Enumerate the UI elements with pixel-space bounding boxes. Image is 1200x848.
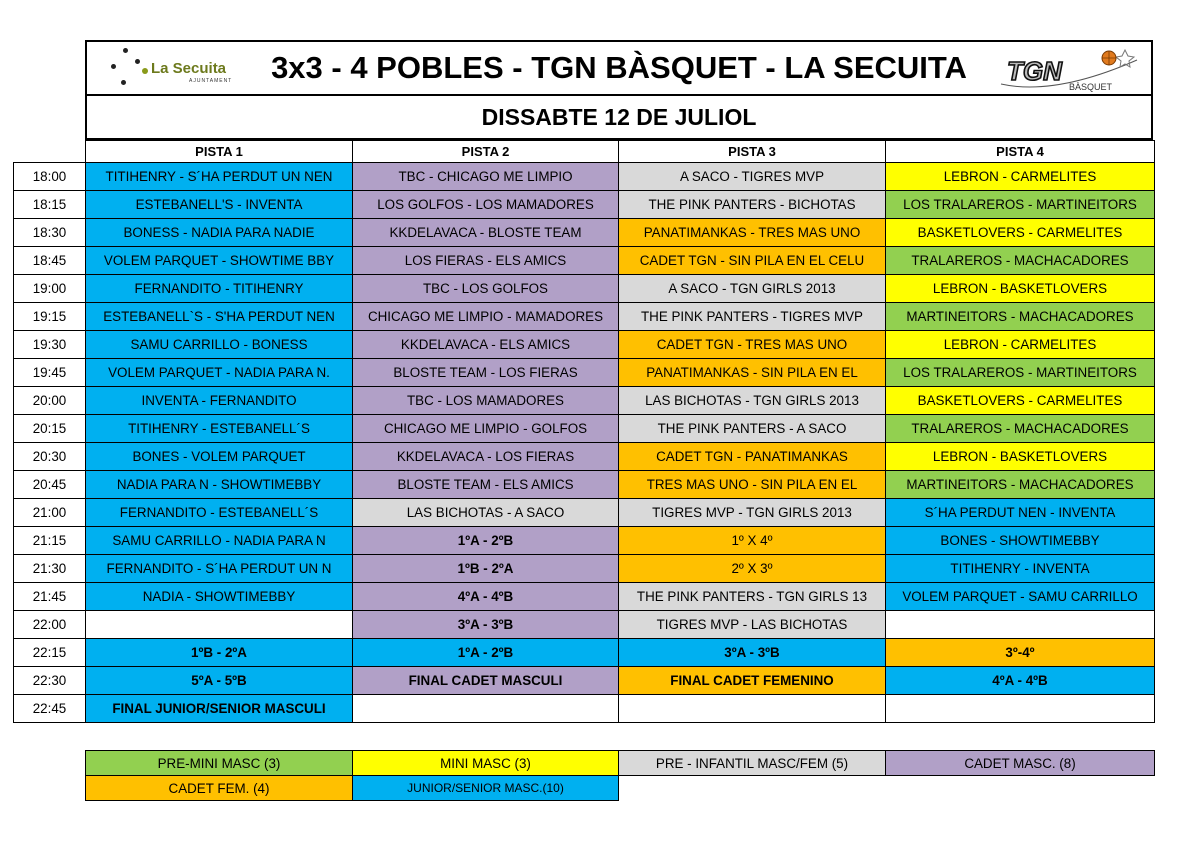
match-cell-court-4: 3º-4º <box>886 639 1155 667</box>
legend-item: JUNIOR/SENIOR MASC.(10) <box>353 776 619 801</box>
match-cell-court-1: BONESS - NADIA PARA NADIE <box>86 219 353 247</box>
match-cell-court-4: 4ºA - 4ºB <box>886 667 1155 695</box>
time-slot-row <box>14 639 1155 667</box>
match-cell-court-2: KKDELAVACA - LOS FIERAS <box>353 443 619 471</box>
court-header-row <box>14 141 1155 163</box>
la-secuita-logo-subtitle: AJUNTAMENT <box>189 78 233 84</box>
match-cell-court-4: S´HA PERDUT NEN - INVENTA <box>886 499 1155 527</box>
match-cell-court-3: CADET TGN - TRES MAS UNO <box>619 331 886 359</box>
match-cell-court-2 <box>353 695 619 723</box>
match-cell-court-4: LEBRON - BASKETLOVERS <box>886 443 1155 471</box>
legend-empty-cell <box>619 776 886 801</box>
match-cell-court-2: LAS BICHOTAS - A SACO <box>353 499 619 527</box>
time-cell: 19:00 <box>14 275 86 303</box>
match-cell-court-3: TRES MAS UNO - SIN PILA EN EL <box>619 471 886 499</box>
match-cell-court-2: 1ºA - 2ºB <box>353 527 619 555</box>
time-slot-row <box>14 191 1155 219</box>
match-cell-court-3: FINAL CADET FEMENINO <box>619 667 886 695</box>
time-slot-row <box>14 415 1155 443</box>
time-cell: 19:15 <box>14 303 86 331</box>
time-cell: 21:00 <box>14 499 86 527</box>
legend-item: CADET MASC. (8) <box>886 751 1155 776</box>
legend-item: MINI MASC (3) <box>353 751 619 776</box>
time-slot-row <box>14 471 1155 499</box>
time-slot-row <box>14 499 1155 527</box>
match-cell-court-2: LOS GOLFOS - LOS MAMADORES <box>353 191 619 219</box>
la-secuita-logo-name: La Secuita <box>151 60 227 77</box>
legend-item: PRE - INFANTIL MASC/FEM (5) <box>619 751 886 776</box>
time-slot-row <box>14 359 1155 387</box>
time-cell: 22:30 <box>14 667 86 695</box>
match-cell-court-1: TITIHENRY - ESTEBANELL´S <box>86 415 353 443</box>
time-cell: 20:30 <box>14 443 86 471</box>
legend-empty-cell <box>886 776 1155 801</box>
tgn-basquet-logo-subtitle: BÀSQUET <box>1069 82 1113 92</box>
time-cell: 19:30 <box>14 331 86 359</box>
legend-body <box>86 751 1155 801</box>
match-cell-court-1: VOLEM PARQUET - SHOWTIME BBY <box>86 247 353 275</box>
court-header-4: PISTA 4 <box>886 141 1155 163</box>
match-cell-court-3: CADET TGN - PANATIMANKAS <box>619 443 886 471</box>
tgn-basquet-logo <box>995 46 1143 94</box>
legend-row <box>86 776 1155 801</box>
match-cell-court-1: NADIA PARA N - SHOWTIMEBBY <box>86 471 353 499</box>
match-cell-court-2: CHICAGO ME LIMPIO - MAMADORES <box>353 303 619 331</box>
time-slot-row <box>14 527 1155 555</box>
match-cell-court-4: LOS TRALAREROS - MARTINEITORS <box>886 359 1155 387</box>
match-cell-court-4: BONES - SHOWTIMEBBY <box>886 527 1155 555</box>
match-cell-court-1: VOLEM PARQUET - NADIA PARA N. <box>86 359 353 387</box>
match-cell-court-2: 1ºA - 2ºB <box>353 639 619 667</box>
time-slot-row <box>14 443 1155 471</box>
match-cell-court-3: LAS BICHOTAS - TGN GIRLS 2013 <box>619 387 886 415</box>
match-cell-court-3: THE PINK PANTERS - BICHOTAS <box>619 191 886 219</box>
match-cell-court-2: KKDELAVACA - BLOSTE TEAM <box>353 219 619 247</box>
match-cell-court-4: MARTINEITORS - MACHACADORES <box>886 471 1155 499</box>
time-cell: 18:00 <box>14 163 86 191</box>
time-slot-row <box>14 611 1155 639</box>
match-cell-court-3: 1º X 4º <box>619 527 886 555</box>
time-cell: 18:45 <box>14 247 86 275</box>
match-cell-court-3: TIGRES MVP - LAS BICHOTAS <box>619 611 886 639</box>
match-cell-court-1: TITIHENRY - S´HA PERDUT UN NEN <box>86 163 353 191</box>
time-cell: 19:45 <box>14 359 86 387</box>
time-cell: 18:30 <box>14 219 86 247</box>
match-cell-court-2: TBC - LOS MAMADORES <box>353 387 619 415</box>
court-header-2: PISTA 2 <box>353 141 619 163</box>
match-cell-court-2: CHICAGO ME LIMPIO - GOLFOS <box>353 415 619 443</box>
time-slot-row <box>14 275 1155 303</box>
corner-cell <box>14 141 86 163</box>
time-cell: 21:45 <box>14 583 86 611</box>
time-cell: 20:00 <box>14 387 86 415</box>
schedule-table <box>13 140 1155 723</box>
match-cell-court-3: PANATIMANKAS - SIN PILA EN EL <box>619 359 886 387</box>
legend-item: CADET FEM. (4) <box>86 776 353 801</box>
match-cell-court-4: BASKETLOVERS - CARMELITES <box>886 387 1155 415</box>
match-cell-court-3: A SACO - TGN GIRLS 2013 <box>619 275 886 303</box>
match-cell-court-4: TRALAREROS - MACHACADORES <box>886 415 1155 443</box>
match-cell-court-4: BASKETLOVERS - CARMELITES <box>886 219 1155 247</box>
match-cell-court-3: THE PINK PANTERS - TGN GIRLS 13 <box>619 583 886 611</box>
match-cell-court-3: CADET TGN - SIN PILA EN EL CELU <box>619 247 886 275</box>
match-cell-court-4 <box>886 695 1155 723</box>
match-cell-court-1: FERNANDITO - TITIHENRY <box>86 275 353 303</box>
match-cell-court-4: TITIHENRY - INVENTA <box>886 555 1155 583</box>
match-cell-court-3 <box>619 695 886 723</box>
match-cell-court-2: TBC - LOS GOLFOS <box>353 275 619 303</box>
match-cell-court-3: 2º X 3º <box>619 555 886 583</box>
match-cell-court-3: TIGRES MVP - TGN GIRLS 2013 <box>619 499 886 527</box>
match-cell-court-2: BLOSTE TEAM - LOS FIERAS <box>353 359 619 387</box>
time-cell: 20:15 <box>14 415 86 443</box>
time-slot-row <box>14 555 1155 583</box>
match-cell-court-1: SAMU CARRILLO - NADIA PARA N <box>86 527 353 555</box>
time-cell: 21:15 <box>14 527 86 555</box>
schedule-body <box>14 141 1155 723</box>
match-cell-court-1: FERNANDITO - ESTEBANELL´S <box>86 499 353 527</box>
match-cell-court-4: LEBRON - CARMELITES <box>886 163 1155 191</box>
match-cell-court-4: MARTINEITORS - MACHACADORES <box>886 303 1155 331</box>
time-cell: 22:15 <box>14 639 86 667</box>
match-cell-court-1: 1ºB - 2ºA <box>86 639 353 667</box>
match-cell-court-2: 1ºB - 2ºA <box>353 555 619 583</box>
match-cell-court-4: LEBRON - BASKETLOVERS <box>886 275 1155 303</box>
time-slot-row <box>14 163 1155 191</box>
match-cell-court-3: 3ºA - 3ºB <box>619 639 886 667</box>
match-cell-court-1: SAMU CARRILLO - BONESS <box>86 331 353 359</box>
time-slot-row <box>14 583 1155 611</box>
match-cell-court-1: NADIA - SHOWTIMEBBY <box>86 583 353 611</box>
match-cell-court-1 <box>86 611 353 639</box>
time-slot-row <box>14 331 1155 359</box>
match-cell-court-1: 5ºA - 5ºB <box>86 667 353 695</box>
date-heading: DISSABTE 12 DE JULIOL <box>85 96 1153 140</box>
match-cell-court-3: THE PINK PANTERS - A SACO <box>619 415 886 443</box>
time-slot-row <box>14 247 1155 275</box>
match-cell-court-3: A SACO - TIGRES MVP <box>619 163 886 191</box>
legend-row <box>86 751 1155 776</box>
time-cell: 20:45 <box>14 471 86 499</box>
match-cell-court-1: INVENTA - FERNANDITO <box>86 387 353 415</box>
match-cell-court-2: KKDELAVACA - ELS AMICS <box>353 331 619 359</box>
match-cell-court-4: VOLEM PARQUET - SAMU CARRILLO <box>886 583 1155 611</box>
match-cell-court-4 <box>886 611 1155 639</box>
page-title: 3x3 - 4 POBLES - TGN BÀSQUET - LA SECUITA <box>271 50 967 85</box>
match-cell-court-1: ESTEBANELL`S - S'HA PERDUT NEN <box>86 303 353 331</box>
match-cell-court-4: TRALAREROS - MACHACADORES <box>886 247 1155 275</box>
match-cell-court-2: FINAL CADET MASCULI <box>353 667 619 695</box>
time-slot-row <box>14 387 1155 415</box>
time-cell: 22:00 <box>14 611 86 639</box>
match-cell-court-1: BONES - VOLEM PARQUET <box>86 443 353 471</box>
court-header-3: PISTA 3 <box>619 141 886 163</box>
time-cell: 21:30 <box>14 555 86 583</box>
match-cell-court-3: PANATIMANKAS - TRES MAS UNO <box>619 219 886 247</box>
time-cell: 22:45 <box>14 695 86 723</box>
match-cell-court-2: 3ºA - 3ºB <box>353 611 619 639</box>
match-cell-court-4: LOS TRALAREROS - MARTINEITORS <box>886 191 1155 219</box>
category-legend <box>85 750 1155 801</box>
match-cell-court-2: BLOSTE TEAM - ELS AMICS <box>353 471 619 499</box>
time-slot-row <box>14 695 1155 723</box>
match-cell-court-2: 4ºA - 4ºB <box>353 583 619 611</box>
header-bar <box>85 40 1153 96</box>
time-slot-row <box>14 219 1155 247</box>
match-cell-court-2: LOS FIERAS - ELS AMICS <box>353 247 619 275</box>
time-slot-row <box>14 667 1155 695</box>
match-cell-court-4: LEBRON - CARMELITES <box>886 331 1155 359</box>
match-cell-court-2: TBC - CHICAGO ME LIMPIO <box>353 163 619 191</box>
legend-item: PRE-MINI MASC (3) <box>86 751 353 776</box>
time-cell: 18:15 <box>14 191 86 219</box>
match-cell-court-1: FERNANDITO - S´HA PERDUT UN N <box>86 555 353 583</box>
match-cell-court-1: ESTEBANELL'S - INVENTA <box>86 191 353 219</box>
time-slot-row <box>14 303 1155 331</box>
tgn-basquet-logo-name: TGN <box>1007 56 1062 86</box>
tgn-basquet-logo-graphic <box>995 46 1143 94</box>
match-cell-court-3: THE PINK PANTERS - TIGRES MVP <box>619 303 886 331</box>
match-cell-court-1: FINAL JUNIOR/SENIOR MASCULI <box>86 695 353 723</box>
court-header-1: PISTA 1 <box>86 141 353 163</box>
